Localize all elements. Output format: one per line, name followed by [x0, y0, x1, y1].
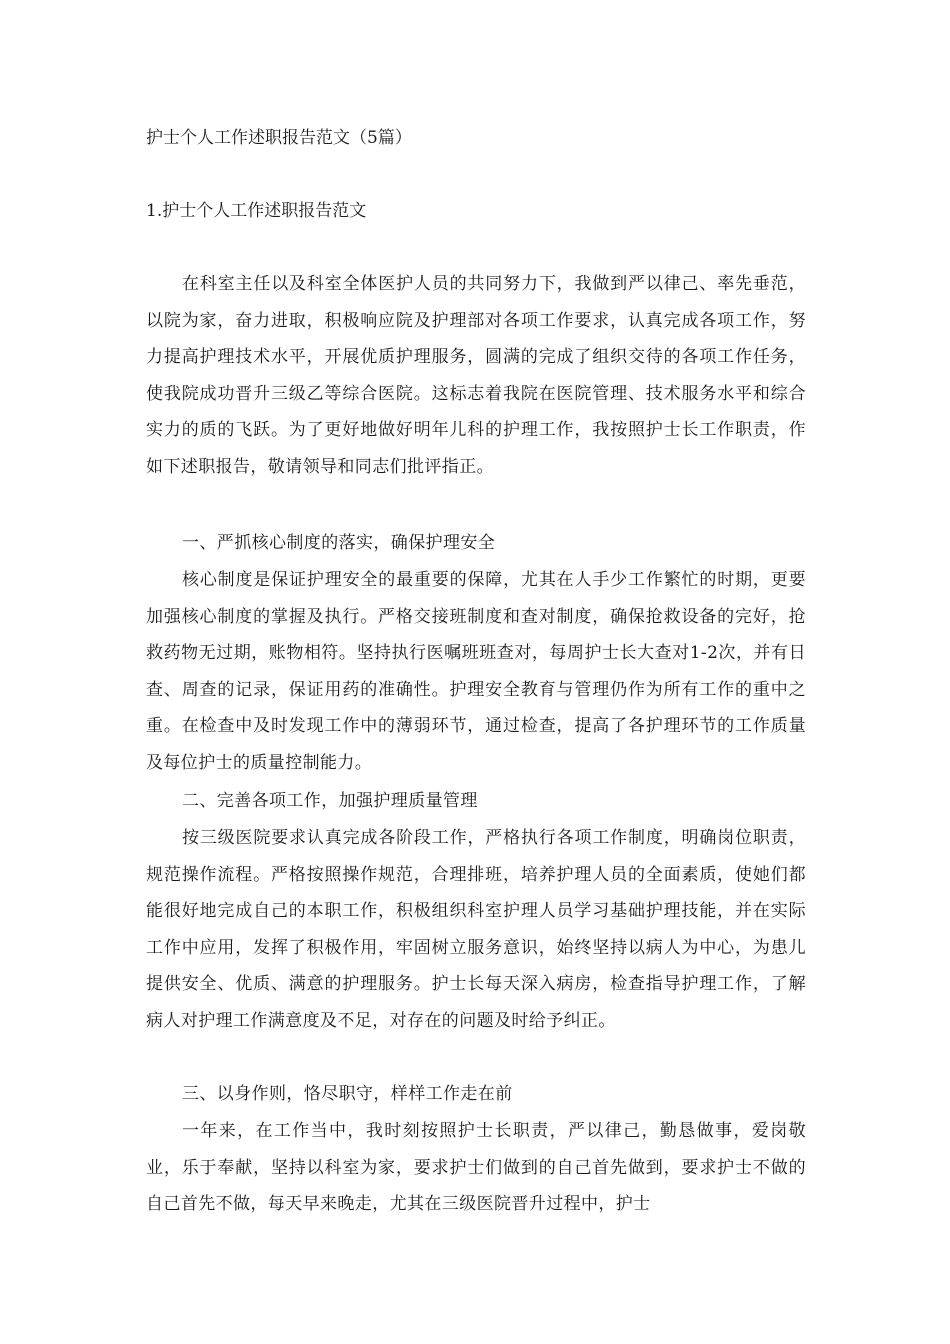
- document-subtitle: 1.护士个人工作述职报告范文: [146, 201, 367, 221]
- section-body: 核心制度是保证护理安全的最重要的保障，尤其在人手少工作繁忙的时期，更要加强核心制度的掌握及执行。严格交接班制度和查对制度，确保抢救设备的完好，抢救药物无过期，账物相符。坚持执行医嘱班班查对，每周护士长大查对1-2次，并有日查、周查的记录，保证用药的准确性。护理安全教育与管理仍作为所有工作的重中之重。在检查中及时发现工作中的薄弱环节，通过检查，提高了各护理环节的工作质量及每位护士的质量控制能力。: [146, 570, 806, 773]
- section-body: 一年来，在工作当中，我时刻按照护士长职责，严以律己，勤恳做事，爱岗敬业，乐于奉献，坚持以科室为家，要求护士们做到的自己首先做到，要求护士不做的自己首先不做，每天早来晚走，尤其在三级医院晋升过程中，护士: [146, 1121, 806, 1215]
- intro-paragraph: 在科室主任以及科室全体医护人员的共同努力下，我做到严以律己、率先垂范，以院为家，奋力进取，积极响应院及护理部对各项工作要求，认真完成各项工作，努力提高护理技术水平，开展优质护理服务，圆满的完成了组织交待的各项工作任务，使我院成功晋升三级乙等综合医院。这标志着我院在医院管理、技术服务水平和综合实力的质的飞跃。为了更好地做好明年儿科的护理工作，我按照护士长工作职责，作如下述职报告，敬请领导和同志们批评指正。: [146, 274, 806, 477]
- document-title: 护士个人工作述职报告范文（5篇）: [146, 128, 412, 148]
- section-heading: 一、严抓核心制度的落实，确保护理安全: [182, 533, 496, 553]
- section-heading: 三、以身作则，恪尽职守，样样工作走在前: [182, 1084, 513, 1104]
- section-heading: 二、完善各项工作，加强护理质量管理: [182, 791, 478, 811]
- section-body: 按三级医院要求认真完成各阶段工作，严格执行各项工作制度，明确岗位职责，规范操作流程。严格按照操作规范，合理排班，培养护理人员的全面素质，使她们都能很好地完成自己的本职工作，积极组织科室护理人员学习基础护理技能，并在实际工作中应用，发挥了积极作用，牢固树立服务意识，始终坚持以病人为中心，为患儿提供安全、优质、满意的护理服务。护士长每天深入病房，检查指导护理工作，了解病人对护理工作满意度及不足，对存在的问题及时给予纠正。: [146, 828, 806, 1031]
